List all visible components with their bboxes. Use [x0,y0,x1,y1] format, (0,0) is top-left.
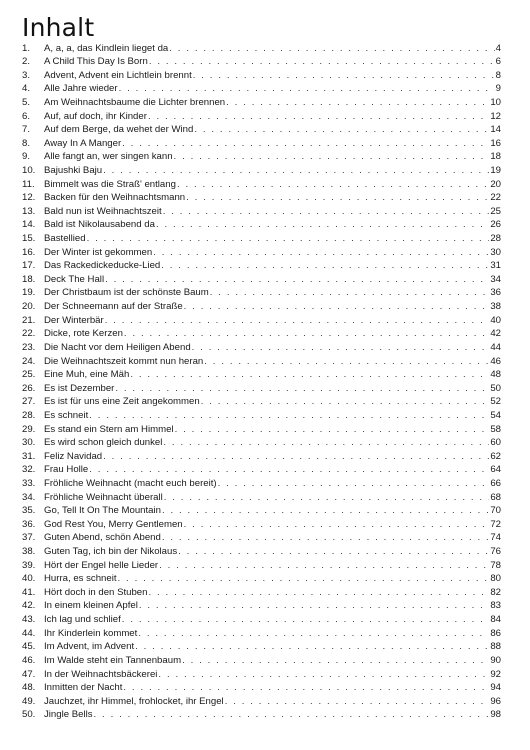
entry-number: 17. [22,260,36,272]
entry-page-number: 26 [490,219,501,231]
dot-leader [193,69,495,83]
entry-title: Hört der Engel helle Lieder [44,559,159,571]
entry-title: Auf, auf doch, ihr Kinder [44,110,147,122]
entry-title: Am Weihnachtsbaume die Lichter brennen [44,96,226,108]
dot-leader [184,300,490,314]
entry-number: 3. [22,69,31,81]
entry-number: 18. [22,273,36,285]
entry-page-number: 98 [490,709,501,721]
entry-title: God Rest You, Merry Gentlemen [44,518,183,530]
entry-number: 30. [22,437,36,449]
entry-page-number: 52 [490,396,501,408]
entry-page-number: 30 [490,246,501,258]
entry-title: Ich lag und schlief [44,614,121,626]
toc-entry[interactable] [22,708,501,722]
entry-title: Der Winterbär [44,314,104,326]
entry-page-number: 86 [490,627,501,639]
dot-leader [162,531,490,545]
dot-leader [87,232,490,246]
entry-page-number: 36 [490,287,501,299]
entry-page-number: 92 [490,668,501,680]
entry-number: 29. [22,423,36,435]
entry-number: 10. [22,164,36,176]
toc-entry[interactable] [22,450,501,464]
toc-entry[interactable] [22,82,501,96]
dot-leader [182,654,489,668]
dot-leader [122,137,489,151]
entry-page-number: 62 [490,450,501,462]
toc-entry[interactable] [22,110,501,124]
entry-title: Deck The Hall [44,273,105,285]
toc-entry[interactable] [22,259,501,273]
dot-leader [161,259,489,273]
entry-number: 41. [22,586,36,598]
dot-leader [192,341,490,355]
entry-number: 33. [22,478,36,489]
entry-number: 43. [22,614,36,626]
toc-entry[interactable] [22,559,501,573]
entry-title: Fröhliche Weihnacht (macht euch bereit) [44,478,217,489]
dot-leader [130,368,489,382]
dot-leader [174,150,490,164]
toc-entry[interactable] [22,654,501,668]
entry-page-number: 46 [490,355,501,367]
toc-entry[interactable] [22,695,501,709]
entry-number: 40. [22,573,36,585]
entry-number: 31. [22,450,36,462]
entry-title: Der Winter ist gekommen [44,246,153,258]
toc-entry[interactable] [22,436,501,450]
entry-page-number: 48 [490,369,501,381]
entry-title: Es stand ein Stern am Himmel [44,423,174,435]
entry-number: 47. [22,668,36,680]
toc-list [22,42,501,722]
entry-page-number: 50 [490,382,501,394]
toc-entry[interactable] [22,477,501,491]
entry-number: 2. [22,56,31,68]
entry-number: 25. [22,369,36,381]
dot-leader [123,681,489,695]
dot-leader [115,382,489,396]
dot-leader [162,504,489,518]
toc-entry[interactable] [22,273,501,287]
entry-title: Hurra, es schneit [44,573,117,585]
entry-title: Hört doch in den Stuben [44,586,148,598]
entry-title: Im Advent, im Advent [44,641,135,653]
dot-leader [138,627,489,641]
entry-title: Es ist für uns eine Zeit angekommen [44,396,200,408]
toc-entry[interactable] [22,327,501,341]
dot-leader [164,491,490,505]
entry-number: 21. [22,314,36,326]
entry-page-number: 83 [490,600,501,612]
entry-page-number: 44 [490,341,501,353]
entry-title: Eine Muh, eine Mäh [44,369,130,381]
dot-leader [194,123,489,137]
entry-title: Go, Tell It On The Mountain [44,505,161,517]
entry-page-number: 38 [490,301,501,313]
entry-page-number: 70 [490,505,501,517]
dot-leader [103,164,489,178]
entry-number: 28. [22,409,36,421]
toc-entry[interactable] [22,246,501,260]
toc-entry[interactable] [22,191,501,205]
entry-page-number: 64 [490,464,501,476]
dot-leader [218,477,490,491]
dot-leader [149,55,495,69]
entry-page-number: 68 [490,491,501,503]
entry-number: 49. [22,695,36,707]
entry-number: 5. [22,96,31,108]
entry-title: Alle fangt an, wer singen kann [44,151,173,163]
entry-number: 12. [22,192,36,204]
entry-title: In einem kleinen Apfel [44,600,138,612]
entry-page-number: 9 [495,83,501,95]
entry-title: Es ist Dezember [44,382,115,394]
entry-title: Backen für den Weihnachtsmann [44,192,186,204]
entry-page-number: 14 [490,124,501,136]
toc-entry[interactable] [22,572,501,586]
entry-number: 8. [22,137,31,149]
entry-page-number: 96 [490,695,501,707]
dot-leader [210,286,490,300]
dot-leader [122,613,490,627]
entry-page-number: 12 [490,110,501,122]
toc-entry[interactable] [22,300,501,314]
entry-title: Die Weihnachtszeit kommt nun heran [44,355,204,367]
toc-entry[interactable] [22,218,501,232]
toc-entry[interactable] [22,518,501,532]
toc-entry[interactable] [22,69,501,83]
toc-entry[interactable] [22,96,501,110]
entry-page-number: 82 [490,586,501,598]
entry-number: 19. [22,287,36,299]
entry-number: 16. [22,246,36,258]
entry-page-number: 6 [495,56,501,68]
entry-page-number: 90 [490,654,501,666]
entry-title: A, a, a, das Kindlein lieget da [44,42,169,54]
entry-title: Guten Tag, ich bin der Nikolaus [44,546,178,558]
toc-entry[interactable] [22,395,501,409]
dot-leader [178,545,489,559]
entry-page-number: 80 [490,573,501,585]
dot-leader [186,191,489,205]
entry-title: Advent, Advent ein Lichtlein brennt [44,69,192,81]
entry-number: 7. [22,124,31,136]
entry-page-number: 60 [490,437,501,449]
entry-page-number: 84 [490,614,501,626]
dot-leader [94,708,490,722]
dot-leader [89,463,489,477]
entry-title: Feliz Navidad [44,450,103,462]
toc-entry[interactable] [22,423,501,437]
entry-number: 26. [22,382,36,394]
dot-leader [175,423,490,437]
entry-page-number: 18 [490,151,501,163]
toc-entry[interactable] [22,178,501,192]
entry-title: In der Weihnachtsbäckerei [44,668,158,680]
dot-leader [204,355,489,369]
entry-title: Away In A Manger [44,137,122,149]
toc-entry[interactable] [22,668,501,682]
entry-number: 23. [22,341,36,353]
toc-entry[interactable] [22,640,501,654]
toc-entry[interactable] [22,368,501,382]
dot-leader [148,110,489,124]
toc-entry[interactable] [22,42,501,56]
entry-page-number: 4 [495,42,501,54]
dot-leader [89,409,489,423]
dot-leader [156,218,489,232]
entry-title: Es wird schon gleich dunkel [44,437,163,449]
dot-leader [163,205,490,219]
entry-title: Bald nun ist Weihnachtszeit [44,205,162,217]
toc-entry[interactable] [22,355,501,369]
toc-entry[interactable] [22,314,501,328]
toc-entry[interactable] [22,627,501,641]
entry-title: Inmitten der Nacht [44,682,123,694]
entry-page-number: 28 [490,233,501,245]
toc-entry[interactable] [22,491,501,505]
dot-leader [124,327,489,341]
entry-page-number: 20 [490,178,501,190]
entry-title: Es schneit [44,409,89,421]
entry-number: 11. [22,178,35,190]
entry-title: Jingle Bells [44,709,93,721]
toc-entry[interactable] [22,531,501,545]
entry-number: 32. [22,464,36,476]
entry-title: Guten Abend, schön Abend [44,532,161,544]
dot-leader [225,695,490,709]
entry-page-number: 16 [490,137,501,149]
entry-page-number: 74 [490,532,501,544]
entry-title: Das Rackedickeducke-Lied [44,260,161,272]
entry-page-number: 8 [495,69,501,81]
dot-leader [201,395,490,409]
toc-entry[interactable] [22,123,501,137]
entry-title: Jauchzet, ihr Himmel, frohlocket, ihr Engel [44,695,224,707]
entry-title: Bald ist Nikolausabend da [44,219,155,231]
toc-entry[interactable] [22,545,501,559]
entry-number: 37. [22,532,36,544]
entry-title: A Child This Day Is Born [44,56,148,68]
toc-entry[interactable] [22,613,501,627]
dot-leader [153,246,489,260]
dot-leader [105,273,489,287]
toc-entry[interactable] [22,409,501,423]
toc-entry[interactable] [22,150,501,164]
entry-title: Auf dem Berge, da wehet der Wind [44,124,194,136]
entry-number: 48. [22,682,36,694]
entry-page-number: 22 [490,192,501,204]
dot-leader [159,559,489,573]
entry-title: Bastellied [44,233,86,245]
entry-title: Der Schneemann auf der Straße [44,301,183,313]
dot-leader [163,436,489,450]
entry-page-number: 54 [490,409,501,421]
entry-number: 45. [22,641,36,653]
entry-number: 42. [22,600,36,612]
entry-number: 6. [22,110,31,122]
entry-title: Die Nacht vor dem Heiligen Abend [44,341,191,353]
dot-leader [177,178,489,192]
entry-number: 39. [22,559,36,571]
dot-leader [119,82,495,96]
dot-leader [158,668,489,682]
entry-page-number: 42 [490,328,501,340]
toc-entry[interactable] [22,164,501,178]
toc-entry[interactable] [22,382,501,396]
entry-page-number: 40 [490,314,501,326]
entry-number: 4. [22,83,31,95]
entry-page-number: 78 [490,559,501,571]
toc-entry[interactable] [22,205,501,219]
entry-number: 27. [22,396,36,408]
entry-title: Alle Jahre wieder [44,83,118,95]
entry-page-number: 66 [490,478,501,489]
entry-page-number: 34 [490,273,501,285]
dot-leader [184,518,490,532]
entry-page-number: 31 [490,260,501,272]
toc-entry[interactable] [22,599,501,613]
entry-page-number: 76 [490,546,501,558]
toc-entry[interactable] [22,137,501,151]
entry-number: 22. [22,328,36,340]
entry-number: 38. [22,546,36,558]
entry-page-number: 19 [490,164,501,176]
entry-number: 24. [22,355,36,367]
entry-title: Ihr Kinderlein kommet [44,627,138,639]
entry-page-number: 88 [490,641,501,653]
dot-leader [169,42,494,56]
dot-leader [148,586,489,600]
entry-number: 46. [22,654,36,666]
toc-entry[interactable] [22,341,501,355]
dot-leader [103,450,489,464]
entry-number: 13. [22,205,36,217]
entry-page-number: 94 [490,682,501,694]
page-title: Inhalt [22,13,95,42]
entry-number: 14. [22,219,36,231]
dot-leader [118,572,490,586]
entry-number: 50. [22,709,36,721]
entry-number: 34. [22,491,36,503]
toc-entry[interactable] [22,586,501,600]
toc-entry[interactable] [22,681,501,695]
entry-number: 20. [22,301,36,313]
toc-entry[interactable] [22,504,501,518]
entry-title: Der Christbaum ist der schönste Baum [44,287,209,299]
entry-title: Bimmelt was die Straß' entlang [44,178,176,190]
entry-title: Bajushki Baju [44,164,103,176]
entry-page-number: 58 [490,423,501,435]
entry-number: 9. [22,151,31,163]
dot-leader [139,599,489,613]
toc-entry[interactable] [22,55,501,69]
entry-number: 36. [22,518,36,530]
entry-number: 44. [22,627,36,639]
dot-leader [135,640,489,654]
dot-leader [226,96,489,110]
entry-page-number: 72 [490,518,501,530]
entry-title: Frau Holle [44,464,89,476]
toc-entry[interactable] [22,463,501,477]
toc-entry[interactable] [22,286,501,300]
entry-number: 1. [22,42,31,54]
entry-number: 15. [22,233,36,245]
dot-leader [105,314,490,328]
entry-title: Im Walde steht ein Tannenbaum [44,654,182,666]
entry-page-number: 10 [490,96,501,108]
entry-title: Fröhliche Weihnacht überall [44,491,163,503]
toc-entry[interactable] [22,232,501,246]
entry-number: 35. [22,505,36,517]
entry-title: Dicke, rote Kerzen [44,328,123,340]
entry-page-number: 25 [490,205,501,217]
